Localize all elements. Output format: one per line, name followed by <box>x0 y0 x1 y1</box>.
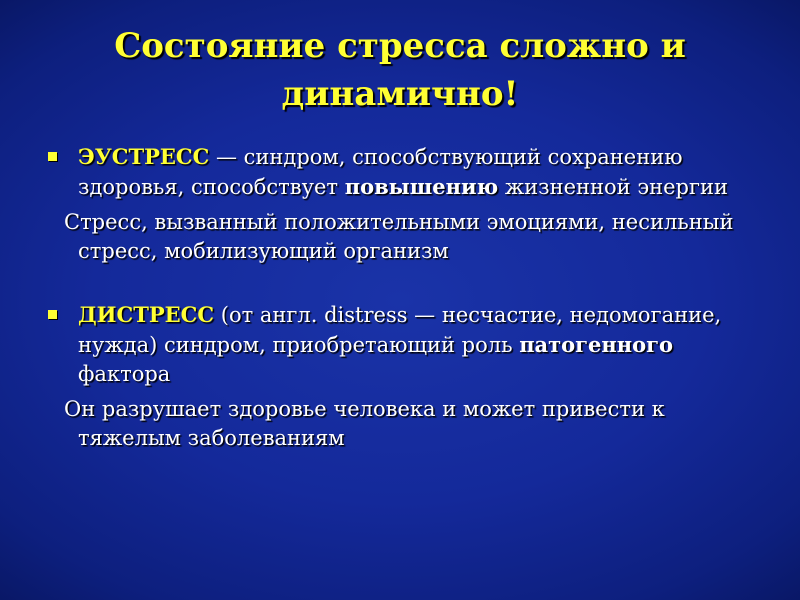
distress-text-2: фактора <box>78 362 171 386</box>
distress-text-1: (от англ. distress — несчастие, недомогание, нужда) синдром, приобретающий роль <box>78 303 722 357</box>
eustress-term: ЭУСТРЕСС <box>78 144 210 169</box>
eustress-text-1: — синдром, способствующий сохранению здоровья, способствует <box>78 145 683 199</box>
eustress-bullet <box>48 142 748 202</box>
eustress-emphasis: повышению <box>344 174 499 199</box>
spacer <box>48 266 748 300</box>
square-bullet-icon <box>48 310 57 319</box>
slide-title: Состояние стресса сложно и динамично! <box>114 26 686 114</box>
distress-bullet <box>48 300 748 389</box>
square-bullet-icon <box>48 152 57 161</box>
eustress-text-2: жизненной энергии <box>498 175 728 199</box>
distress-emphasis: патогенного <box>519 332 674 357</box>
distress-term: ДИСТРЕСС <box>78 302 215 327</box>
distress-note: Он разрушает здоровье человека и может привести к тяжелым заболеваниям <box>64 397 665 450</box>
slide-content <box>48 142 748 453</box>
eustress-note: Стресс, вызванный положительными эмоциями, несильный стресс, мобилизующий организм <box>64 210 734 263</box>
